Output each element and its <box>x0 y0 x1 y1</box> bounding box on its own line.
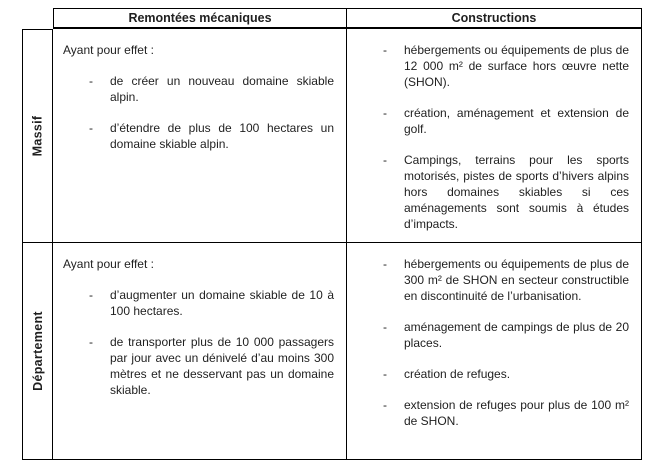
row-header-massif <box>22 29 53 243</box>
list-item-text: hébergements ou équipements de plus de 300 m² de SHON en secteur constructible en discontinuité de l’urbanisation. <box>404 257 629 303</box>
bullet-dash: - <box>383 398 387 412</box>
bullet-dash: - <box>89 121 93 135</box>
list-item-text: de créer un nouveau domaine skiable alpin. <box>110 74 334 104</box>
row-header-massif-label: Massif <box>30 115 45 157</box>
column-header-constructions <box>347 8 642 29</box>
list-item-text: hébergements ou équipements de plus de 12 000 m² de surface hors œuvre nette (SHON). <box>404 43 629 89</box>
list-item-text: aménagement de campings de plus de 20 places. <box>404 320 629 350</box>
list-item <box>357 105 629 137</box>
column-header-remontees-mecaniques <box>53 8 347 29</box>
list-item <box>357 366 629 382</box>
list-item-text: d’étendre de plus de 100 hectares un domaine skiable alpin. <box>110 121 334 151</box>
bullet-dash: - <box>89 335 93 349</box>
criteria-table <box>22 8 642 460</box>
bullet-dash: - <box>383 43 387 57</box>
list-item <box>357 256 629 304</box>
bullet-dash: - <box>383 320 387 334</box>
list-item-text: extension de refuges pour plus de 100 m² de SHON. <box>404 398 629 428</box>
cell-departement-constructions <box>347 243 642 460</box>
list-item <box>63 120 334 152</box>
list-item-text: création de refuges. <box>404 367 511 381</box>
list-item-text: Campings, terrains pour les sports motorisés, pistes de sports d’hivers alpins hors domaines skiables si ces aménagements sont soumis à études d’impacts. <box>404 153 629 231</box>
bullet-dash: - <box>89 288 93 302</box>
row-header-departement-label: Département <box>30 311 45 391</box>
list-item <box>63 287 334 319</box>
list-item <box>63 73 334 105</box>
column-header-constructions-label: Constructions <box>451 11 537 25</box>
list-item-text: d’augmenter un domaine skiable de 10 à 100 hectares. <box>110 288 334 318</box>
list-item <box>357 42 629 90</box>
cell-departement-remontees <box>53 243 347 460</box>
list-item <box>63 334 334 398</box>
bullet-dash: - <box>383 153 387 167</box>
list-item-text: création, aménagement et extension de golf. <box>404 106 629 136</box>
list-item <box>357 397 629 429</box>
bullet-dash: - <box>383 257 387 271</box>
cell-massif-remontees <box>53 29 347 243</box>
intro-text: Ayant pour effet : <box>63 43 154 57</box>
list-item <box>357 152 629 232</box>
table-corner-empty-cell <box>22 8 53 29</box>
cell-massif-constructions <box>347 29 642 243</box>
intro-text: Ayant pour effet : <box>63 257 154 271</box>
list-item <box>357 319 629 351</box>
bullet-dash: - <box>383 106 387 120</box>
list-item-text: de transporter plus de 10 000 passagers par jour avec un dénivelé d’au moins 300 mètres et ne desservant pas un domaine skiable. <box>110 335 334 397</box>
bullet-dash: - <box>89 74 93 88</box>
column-header-remontees-label: Remontées mécaniques <box>128 11 272 25</box>
row-header-departement <box>22 243 53 460</box>
bullet-dash: - <box>383 367 387 381</box>
